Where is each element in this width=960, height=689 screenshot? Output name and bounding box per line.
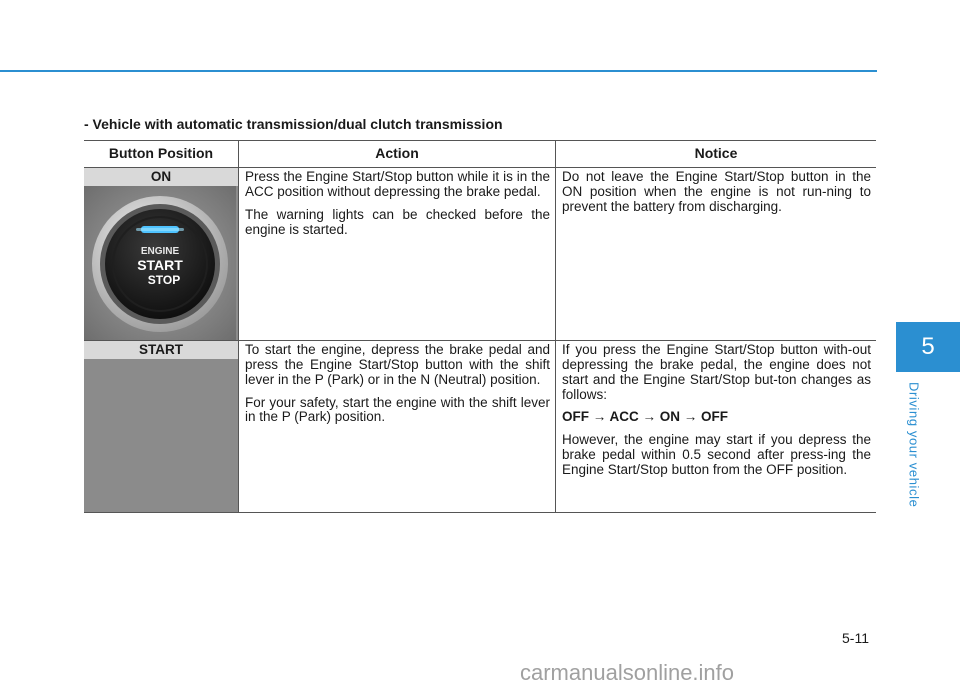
section-heading: - Vehicle with automatic transmission/dual clutch transmission: [84, 116, 503, 132]
position-cell-on: [84, 168, 239, 341]
notice-start-p1: If you press the Engine Start/Stop button with-out depressing the brake pedal, the engine does not start and the Engine Start/Stop but-ton changes as follows:: [562, 342, 871, 402]
chapter-label: Driving your vehicle: [906, 382, 922, 508]
position-cell-start: [84, 341, 239, 513]
notice-cell-on: [556, 168, 877, 341]
position-label-start: START: [84, 341, 238, 359]
notice-cell-start: [556, 341, 877, 513]
action-start-p1: To start the engine, depress the brake pedal and press the Engine Start/Stop button with the shift lever in the P (Park) or in the N (Neutral) position.: [245, 342, 550, 387]
button-position-table: [84, 140, 876, 513]
top-rule: [0, 70, 877, 72]
engine-start-stop-button-image: [84, 186, 238, 340]
engine-start-stop-button-icon: [84, 186, 236, 340]
action-on-p1: Press the Engine Start/Stop button while it is in the ACC position without depressing the brake pedal.: [245, 169, 550, 199]
action-cell-start: [239, 341, 556, 513]
header-action: Action: [239, 141, 556, 168]
header-button-position: Button Position: [84, 141, 239, 168]
notice-on-p1: Do not leave the Engine Start/Stop button in the ON position when the engine is not run-ning to prevent the battery from discharging.: [562, 169, 871, 214]
table-row: [84, 168, 876, 341]
button-text-engine: ENGINE: [140, 246, 180, 257]
button-text-stop: STOP: [147, 273, 181, 287]
position-image-placeholder: [84, 359, 238, 512]
chapter-number: 5: [921, 333, 935, 360]
table-header-row: [84, 141, 876, 168]
notice-start-p3: However, the engine may start if you depress the brake pedal within 0.5 second after press-ing the Engine Start/Stop button from the OFF position.: [562, 432, 871, 477]
header-notice: Notice: [556, 141, 877, 168]
watermark: carmanualsonline.info: [520, 660, 735, 685]
table-row: [84, 341, 876, 513]
position-label-on: ON: [84, 168, 238, 186]
notice-start-flow: OFF → ACC → ON → OFF: [562, 409, 728, 425]
action-start-p2: For your safety, start the engine with the shift lever in the P (Park) position.: [245, 394, 550, 425]
action-on-p2: The warning lights can be checked before the engine is started.: [245, 206, 550, 237]
action-cell-on: [239, 168, 556, 341]
page-number: 5-11: [842, 630, 869, 646]
chapter-tab[interactable]: [896, 322, 960, 372]
button-text-start: START: [137, 257, 183, 273]
